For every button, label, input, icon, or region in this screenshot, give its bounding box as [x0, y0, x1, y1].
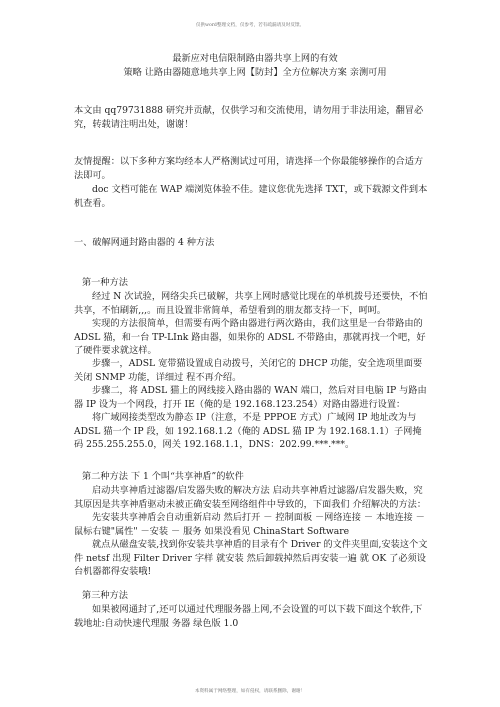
method-3-paragraph-1: 如果被网通封了,还可以通过代理服务器上网,不会设置的可以下载下面这个软件,下载地址:自动快速代理服 务器 绿色版 1.0	[74, 604, 423, 629]
doc-format-note: doc 文档可能在 WAP 端浏览体验不佳。建议您优先选择 TXT，或下载源文件到本机查看。	[74, 184, 428, 209]
method-2-paragraph-2: 先安装共享神盾会自动重新启动 然后打开 － 控制面板 －网络连接 － 本地连接 － 鼠标右键"属性" －安装 － 服务 如果没看见 ChinaStart Software	[74, 512, 425, 537]
method-3-heading: 第三种方法	[82, 590, 128, 601]
method-1-paragraph-4: 步骤二，将 ADSL 猫上的网线接入路由器的 WAN 端口，然后对目电脑 IP 与路由器 IP 设为一个网段，打开 IE（俺的是 192.168.123.254）对路由器进行设置：	[74, 385, 427, 410]
page-footer-note: 本资料属于网络整理，如有侵权，请联系删除，谢谢！	[194, 689, 306, 694]
title-line-2: 策略 让路由器随意地共享上网【防封】全方位解决方案 亲测可用	[123, 67, 387, 78]
method-1-paragraph-5: 将广域网接类型改为静态 IP（注意，不是 PPPOE 方式）广域网 IP 地址改为与 ADSL 猫一个 IP 段，如 192.168.1.2（俺的 ADSL 猫 IP 为 192.168.1.1）子网掩码 255.255.255.0，网关 192.168.1.1，DNS：202.99.***.***。	[74, 412, 422, 450]
method-1-paragraph-3: 步骤一，ADSL 宽带猫设置成自动拨号，关闭它的 DHCP 功能，安全选项里面要关闭 SNMP 功能，详细过 程不再介绍。	[74, 358, 423, 383]
friendly-tip: 友情提醒：以下多种方案均经本人严格测试过可用，请选择一个你最能够操作的合适方法即可。	[74, 156, 424, 181]
method-1-heading: 第一种方法	[82, 277, 128, 288]
method-1-paragraph-1: 经过 N 次试验，网络尖兵已破解，共享上网时感觉比现在的单机拨号还要快，不怕共享，不怕刷新,,,。而且设置非常简单，希望看到的朋友都支持一下，呵呵。	[74, 291, 428, 316]
method-2-heading: 第二种方法 下 1 个叫“共享神盾”的软件	[82, 471, 244, 482]
method-2-paragraph-1: 启动共享神盾过滤器/启发器失败的解决方法 启动共享神盾过滤器/启发器失败，究其原因是共享神盾驱动未被正确安装至网络组件中导致的，下面我们 介绍解决的方法：	[74, 485, 427, 510]
title-line-1: 最新应对电信限制路由器共享上网的有效	[172, 53, 338, 64]
copyright-notice: 本文由 qq79731888 研究并贡献，仅供学习和交流使用，请勿用于非法用途，翻冒必究，转载请注明出处，谢谢！	[74, 105, 424, 130]
method-1-paragraph-2: 实现的方法很简单，但需要有两个路由器进行两次路由，我们这里是一台带路由的 ADSL 猫，和一台 TP-LInk 路由器，如果你的 ADSL 不带路由，那就再找一个吧，好了硬件要求就这样。	[74, 318, 426, 356]
page-header-note: 仅供word整理文档，仅参考，若有疏漏请及时反馈。	[195, 23, 305, 28]
method-2-paragraph-3: 就点从磁盘安装,找到你安装共享神盾的目录有个 Driver 的文件夹里面,安装这个文件 netsf 出现 Filter Driver 字样 就安装 然后卸载掉然后再安装一遍 就 OK 了必须设台机器都得安装哦!	[74, 539, 428, 577]
section-heading-1: 一、破解网通封路由器的 4 种方法	[74, 237, 215, 248]
